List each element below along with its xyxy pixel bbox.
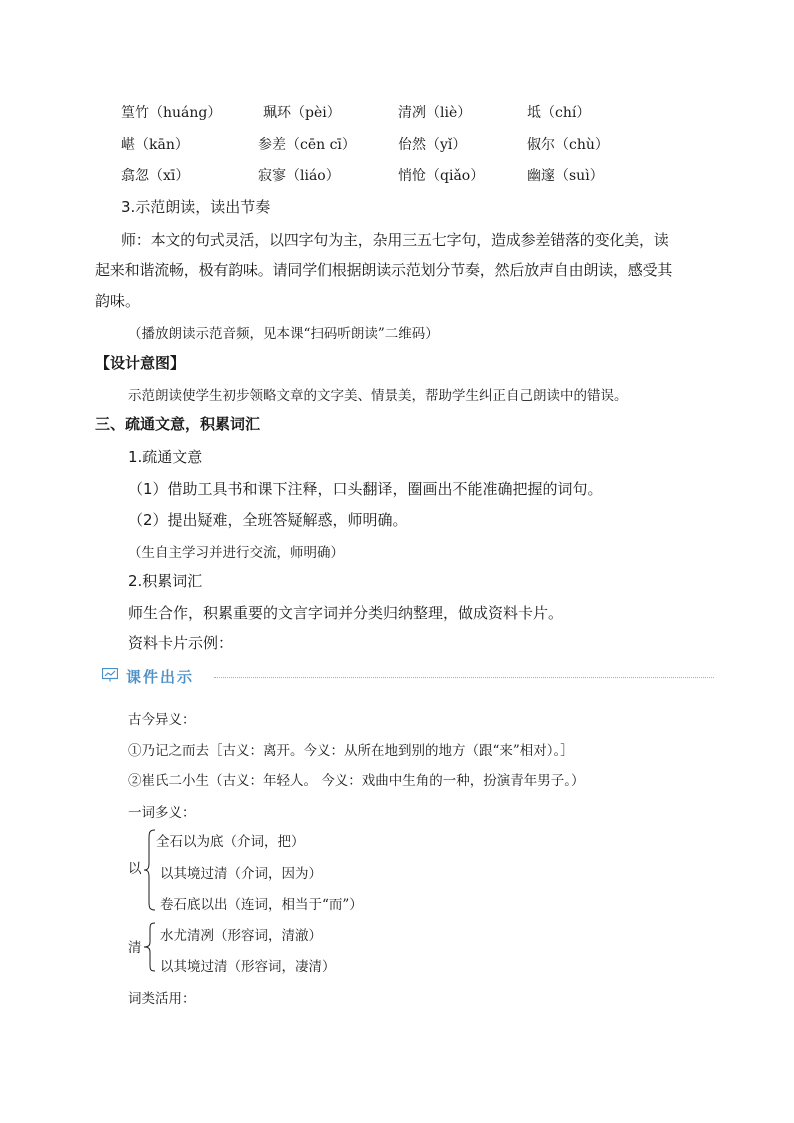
polysemy-example: 卷石底以出（连词，相当于“而”） xyxy=(160,897,363,913)
polysemy-example: 以其境过清（形容词，凄清） xyxy=(160,959,336,975)
vocab-item: 俶尔（chù） xyxy=(527,137,609,153)
vocab-item: 佁然（yǐ） xyxy=(398,137,467,153)
design-intent-text: 示范朗读使学生初步领略文章的文字美、情景美，帮助学生纠正自己朗读中的错误。 xyxy=(128,388,628,404)
vocab-item: 悄怆（qiǎo） xyxy=(398,168,485,184)
polysemy-char: 以 xyxy=(128,861,142,877)
subsection-heading: 3.示范朗读，读出节奏 xyxy=(121,198,271,216)
vocab-item: 清冽（liè） xyxy=(398,105,472,121)
vocab-item: 篁竹（huáng） xyxy=(121,105,222,121)
polysemy-example: 以其境过清（介词，因为） xyxy=(160,866,322,882)
card-divider xyxy=(214,677,714,678)
paragraph-line: 韵味。 xyxy=(95,292,141,310)
presentation-icon xyxy=(102,668,118,682)
vocab-item: 参差（cēn cī） xyxy=(258,137,356,153)
teacher-note: （生自主学习并进行交流，师明确） xyxy=(128,545,344,561)
category-heading: 古今异义： xyxy=(128,712,196,728)
brace-icon xyxy=(143,829,157,911)
paragraph-line: 师生合作，积累重要的文言字词并分类归纳整理，做成资料卡片。 xyxy=(128,604,564,622)
vocab-item: 幽邃（suì） xyxy=(527,168,604,184)
teacher-note: （播放朗读示范音频，见本课“扫码听朗读”二维码） xyxy=(128,326,439,342)
vocab-item: 嵁（kān） xyxy=(121,137,189,153)
subsection-heading: 2.积累词汇 xyxy=(128,572,203,590)
polysemy-example: 全石以为底（介词，把） xyxy=(156,834,305,850)
list-item: （1）借助工具书和课下注释，口头翻译，圈画出不能准确把握的词句。 xyxy=(128,480,603,498)
example-line: ②崔氏二小生（古义：年轻人。 今义：戏曲中生角的一种，扮演青年男子。） xyxy=(128,773,585,789)
vocab-item: 翕忽（xī） xyxy=(121,168,190,184)
polysemy-example: 水尤清冽（形容词，清澈） xyxy=(160,928,322,944)
list-item: （2）提出疑难，全班答疑解惑，师明确。 xyxy=(128,511,408,529)
subsection-heading: 1.疏通文意 xyxy=(128,448,203,466)
paragraph-line: 师：本文的句式灵活，以四字句为主，杂用三五七字句，造成参差错落的变化美，读 xyxy=(121,231,669,249)
category-heading: 一词多义： xyxy=(128,805,196,821)
paragraph-line: 资料卡片示例： xyxy=(128,634,234,652)
polysemy-char: 清 xyxy=(128,940,142,956)
vocab-item: 寂寥（liáo） xyxy=(258,168,340,184)
brace-icon xyxy=(143,922,157,972)
card-title: 课件出示 xyxy=(126,668,195,686)
section-heading: 三、疏通文意，积累词汇 xyxy=(95,415,261,433)
example-line: ①乃记之而去［古义：离开。今义：从所在地到别的地方（跟“来”相对）。］ xyxy=(128,743,574,759)
category-heading: 词类活用： xyxy=(128,991,196,1007)
vocab-item: 珮环（pèi） xyxy=(263,105,341,121)
section-heading: 【设计意图】 xyxy=(95,354,186,372)
paragraph-line: 起来和谐流畅，极有韵味。请同学们根据朗读示范划分节奏，然后放声自由朗读，感受其 xyxy=(95,261,673,279)
vocab-item: 坻（chí） xyxy=(527,105,591,121)
